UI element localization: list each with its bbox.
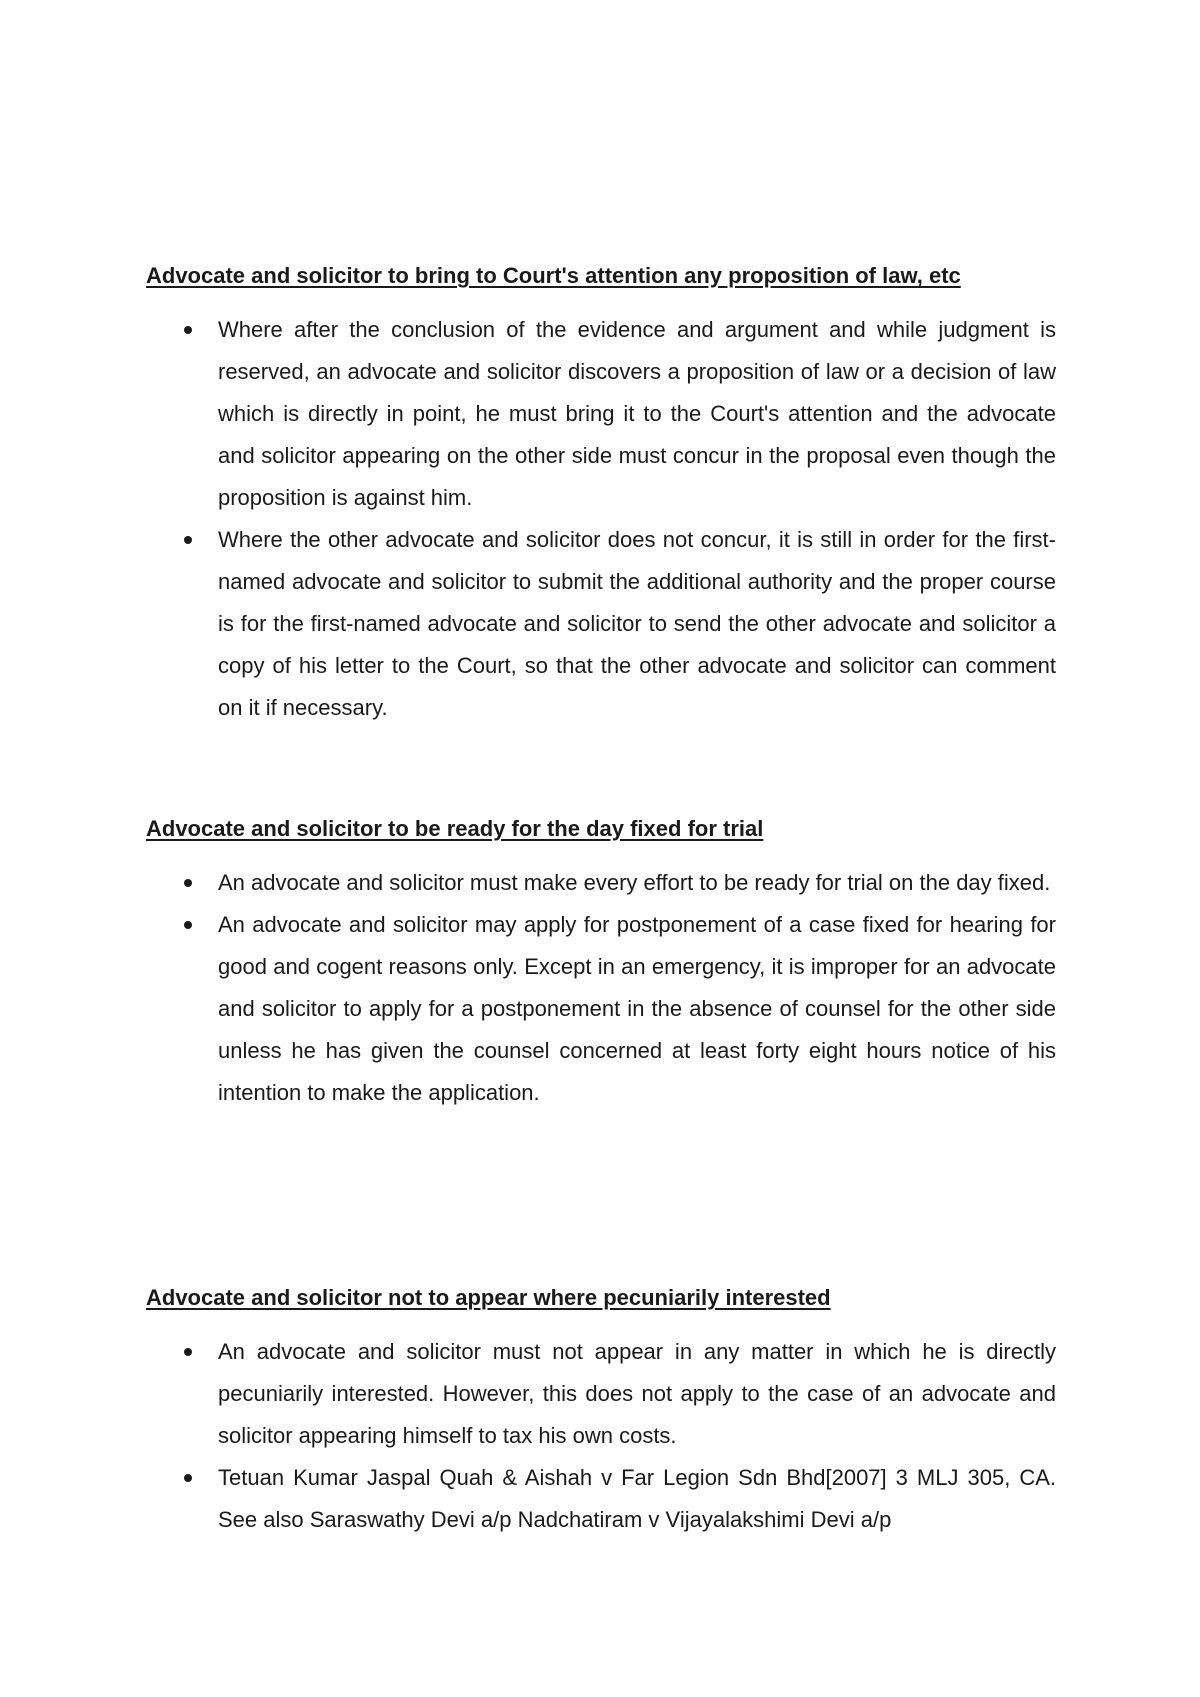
bullet-icon (184, 879, 192, 887)
bullet-icon (184, 1474, 192, 1482)
section-heading: Advocate and solicitor to bring to Court's attention any proposition of law, etc (146, 263, 961, 288)
list-item-text: Tetuan Kumar Jaspal Quah & Aishah v Far Legion Sdn Bhd[2007] 3 MLJ 305, CA. See also Saraswathy Devi a/p Nadchatiram v Vijayalakshimi Devi a/p (218, 1465, 1056, 1532)
bullet-icon (184, 326, 192, 334)
list-item (146, 1457, 1056, 1541)
bullet-icon (184, 1348, 192, 1356)
bullet-list (146, 1331, 1056, 1541)
section-heading: Advocate and solicitor not to appear where pecuniarily interested (146, 1285, 831, 1310)
section-ready-for-trial (146, 814, 1056, 1114)
list-item (146, 309, 1056, 519)
bullet-list (146, 862, 1056, 1114)
list-item (146, 862, 1056, 904)
section-court-attention (146, 261, 1056, 729)
list-item-text: Where the other advocate and solicitor does not concur, it is still in order for the first-named advocate and solicitor to submit the additional authority and the proper course is for the first-named advocate and solicitor to send the other advocate and solicitor a copy of his letter to the Court, so that the other advocate and solicitor can comment on it if necessary. (218, 527, 1056, 720)
bullet-list (146, 309, 1056, 729)
section-body (146, 1313, 1056, 1573)
list-item-text: Where after the conclusion of the evidence and argument and while judgment is reserved, an advocate and solicitor discovers a proposition of law or a decision of law which is directly in point, he must bring it to the Court's attention and the advocate and solicitor appearing on the other side must concur in the proposal even though the proposition is against him. (218, 317, 1056, 510)
list-item-text: An advocate and solicitor must make every effort to be ready for trial on the day fixed. (218, 870, 1051, 895)
section-pecuniarily-interested (146, 1283, 1056, 1573)
list-item (146, 1331, 1056, 1457)
list-item (146, 519, 1056, 729)
section-heading: Advocate and solicitor to be ready for the day fixed for trial (146, 816, 764, 841)
list-item (146, 904, 1056, 1114)
bullet-icon (184, 921, 192, 929)
bullet-icon (184, 536, 192, 544)
list-item-text: An advocate and solicitor may apply for postponement of a case fixed for hearing for good and cogent reasons only. Except in an emergency, it is improper for an advocate and solicitor to apply for a postponement in the absence of counsel for the other side unless he has given the counsel concerned at least forty eight hours notice of his intention to make the application. (218, 912, 1056, 1105)
list-item-text: An advocate and solicitor must not appear in any matter in which he is directly pecuniarily interested. However, this does not apply to the case of an advocate and solicitor appearing himself to tax his own costs. (218, 1339, 1056, 1448)
